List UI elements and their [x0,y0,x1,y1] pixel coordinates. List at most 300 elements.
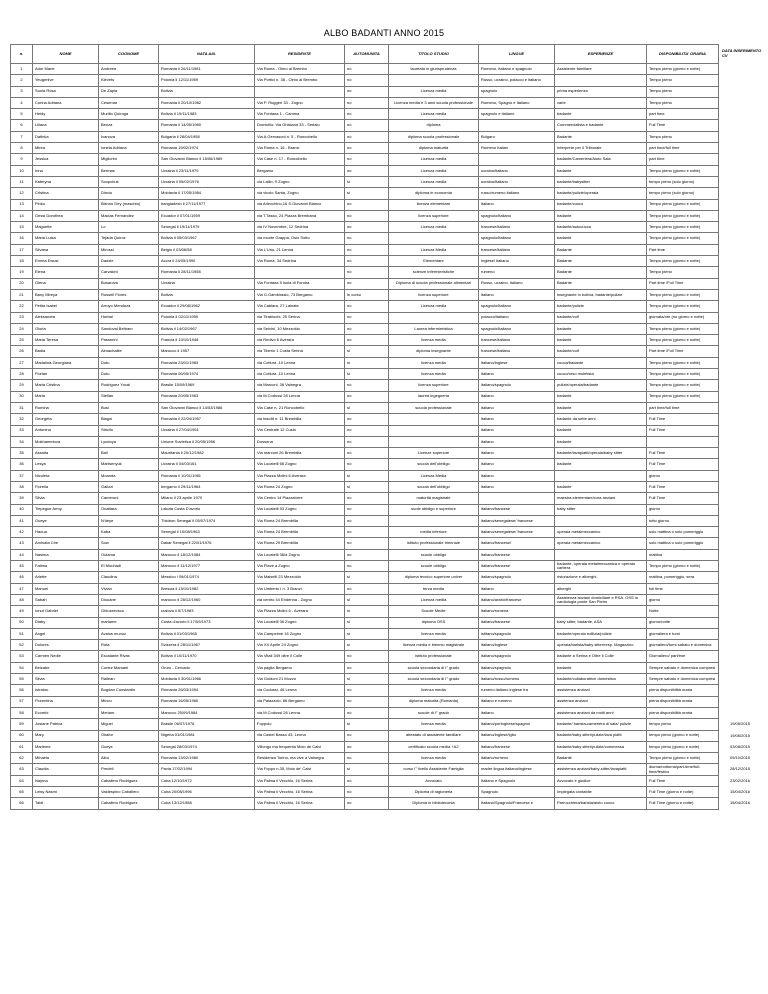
table-cell: Ionut Gabriel [33,606,99,617]
table-cell: 4 [11,97,33,108]
table-cell: no [345,131,389,142]
table-cell: no [345,154,389,165]
table-body [11,64,719,810]
table-cell: Marocco il 11/12/1977 [159,561,255,572]
table-cell: Sabah [33,594,99,605]
table-cell: 60 [11,730,33,741]
table-cell: Avvocato [389,775,479,786]
table-cell: Via Case n. 17 - Roncobello [255,154,345,165]
table-cell: assistenza anziani da molti anni [555,707,647,718]
table-cell: Romania 19/02/1974 [159,143,255,154]
table-cell: Busi [99,402,159,413]
table-cell: prima esperienza [555,86,647,97]
table-cell: italiano [479,459,555,470]
table-cell: diploma in economia [389,188,479,199]
table-row [11,222,719,233]
table-cell: Via Centrale 12 Cusio [255,425,345,436]
table-cell: italiano/spagnolo [479,651,555,662]
table-row [11,561,719,572]
table-cell: licenza media [389,357,479,368]
table-cell: Moanda [99,470,159,481]
table-cell: Dafinka [33,131,99,142]
table-cell: italiano [479,425,555,436]
table-cell: Nasima [33,549,99,560]
table-cell: badante [555,391,647,402]
table-cell: Avvocato e giudice [555,775,647,786]
table-cell: Notte [647,606,719,617]
table-cell: italiano [479,289,555,300]
table-cell [255,86,345,97]
table-cell: Via A.Gervasoni n. 5 - Roncobello [255,131,345,142]
table-cell: italiano/francese [479,617,555,628]
table-row [11,775,719,786]
table-cell: tempo pieno (solo giorno) [647,176,719,187]
table-cell: Florian [33,369,99,380]
table-cell: italiano [479,470,555,481]
table-cell: rumeno [479,267,555,278]
table-cell: giornaliero/turni sabato e domenica [647,640,719,651]
table-cell: Carmen Nedie [33,651,99,662]
table-cell: Stricilo [99,425,159,436]
table-cell: no [345,97,389,108]
table-cell: Istratou [33,685,99,696]
table-cell: Bolivia [159,86,255,97]
table-cell: Romina [33,402,99,413]
table-cell: 41 [11,515,33,526]
document-title: ALBO BADANTI ANNO 2015 [323,28,445,38]
table-cell: Scuole Medie [389,606,479,617]
table-cell: Licenza media [389,86,479,97]
table-cell: cuoca/badante [555,357,647,368]
table-cell: licenza media [389,335,479,346]
table-cell: italiano/inglese [479,640,555,651]
table-cell: operaia metalmeccanico [555,527,647,538]
table-cell: badante/autocucca [555,222,647,233]
table-cell: Costa d'avorio il 17/09/1973 [159,617,255,628]
table-cell: 64 [11,775,33,786]
table-cell: part time [647,154,719,165]
table-cell: si [345,719,389,730]
table-cell: Via Roma, 34 Sedrina [255,256,345,267]
table-cell: badante [555,210,647,221]
table-cell [389,312,479,323]
table-cell: Avalos munoz [99,628,159,639]
table-cell: Full Time (giorno e notte) [647,787,719,798]
table-cell: Maria [33,391,99,402]
table-cell: San Giovanni Bianco il 14/03/1986 [159,402,255,413]
table-cell: Martsenyuk [99,459,159,470]
table-cell: Full Time [647,481,719,492]
table-cell: Escalante Rivas [99,651,159,662]
table-cell: 8 [11,143,33,154]
table-cell: no [345,696,389,707]
table-cell: no [345,651,389,662]
table-cell: Moldavia il 30/01/1966 [159,674,255,685]
table-cell: badante da sette anni [555,414,647,425]
table-cell: Liliana [33,120,99,131]
table-cell: Rodriguez Yocal [99,380,159,391]
table-cell: Meriam [99,707,159,718]
table-cell: Licenza media [389,154,479,165]
table-cell: Tempo pieno [647,75,719,86]
table-cell: Kaba [99,527,159,538]
table-cell: Ouattara [99,504,159,515]
table-cell: si [345,572,389,583]
table-cell: no [345,662,389,673]
table-cell [555,549,647,560]
table-row [11,109,719,120]
table-cell: Full Time [647,493,719,504]
table-cell: via Lallio, 9 Zogno [255,176,345,187]
table-cell: 33 [11,425,33,436]
table-cell: no [345,64,389,75]
table-cell: Dinciu [99,188,159,199]
table-cell: Ivanova [99,131,159,142]
table-cell: Cuba 12/10/1972 [159,775,255,786]
table-cell: italiano [479,436,555,447]
table-cell: 2 [11,75,33,86]
table-cell: italiano/francese/ [479,538,555,549]
table-cell: Full Time [647,459,719,470]
table-cell: no [345,278,389,289]
table-cell: Licenza media [389,594,479,605]
table-cell: Giornaliero/ part/ime [647,651,719,662]
table-cell: istituto professionale triennale [389,538,479,549]
table-cell: Russo, ucraino, italiano [479,278,555,289]
table-cell: ucraino/italiano [479,176,555,187]
table-cell: Svizzera il 28/11/1967 [159,640,255,651]
table-cell: Romania il 20/10/1982 [159,97,255,108]
table-cell: 65 [11,787,33,798]
table-cell: Gessi Dorothea [33,210,99,221]
table-cell: Licenza media [389,165,479,176]
table-cell: diploma OSS [389,617,479,628]
table-cell: 5 [11,109,33,120]
table-cell: Silvia [33,493,99,504]
table-cell: tempo pieno (giorno e notte) [647,741,719,752]
table-cell: Full Time [647,425,719,436]
table-cell: scuola dell'obbligo [389,459,479,470]
table-cell: Caballero Rodriguez [99,775,159,786]
table-cell: no [345,120,389,131]
table-cell: Gloria [33,323,99,334]
table-cell: Josiane Patrica [33,719,99,730]
table-cell: full time [647,583,719,594]
table-cell: giorno [647,594,719,605]
table-row [11,753,719,764]
table-cell: Oulama [99,549,159,560]
table-cell: Tempo pieno (giorno e notte) [647,222,719,233]
table-cell: Cuba 13/12/1988 [159,798,255,809]
table-cell: 14 [11,210,33,221]
table-row [11,448,719,459]
table-cell: badante, operaia metalmeccanica e operaia cartiera [555,561,647,572]
table-cell: badante a Serina e Oltre il Colle [555,651,647,662]
table-row [11,674,719,685]
table-cell: Via Piazza Molini 6 Averara [255,470,345,481]
table-cell: Tempo pieno (giorno e notte) [647,289,719,300]
table-cell: no [345,301,389,312]
table-cell: Elena [33,267,99,278]
table-cell: 9 [11,154,33,165]
table-cell: Ucraina il 27/04/1951 [159,425,255,436]
table-cell: Yeugenive [33,75,99,86]
table-row [11,346,719,357]
column-header: LINGUE [479,45,555,64]
table-cell: Marocco il 1957 [159,346,255,357]
table-cell: Diouane [99,594,159,605]
table-cell: 27 [11,357,33,368]
table-cell: Spagnolo [479,787,555,798]
table-cell: Full Time [647,120,719,131]
table-cell: Taidi [33,798,99,809]
table-cell: 11 [11,176,33,187]
table-cell: Sempre sabato e domenica compresi [647,662,719,673]
table-cell: diploma maturità (Romania) [389,696,479,707]
table-cell: ristorazione e alberghi [555,572,647,583]
column-header: RESIDENTE [255,45,345,64]
table-cell: Assaita [33,448,99,459]
column-header: AUTOMUNITA [345,45,389,64]
table-cell: francese/italiano [479,244,555,255]
table-cell: Foppolo [255,719,345,730]
insertion-date: 03/08/2015 [730,743,751,749]
table-row [11,640,719,651]
table-cell: Blagoi [99,414,159,425]
table-cell: ucraino/italiano [479,165,555,176]
table-row [11,244,719,255]
table-cell: Bulgaro [479,131,555,142]
table-cell: Via XX Aprile 24 Zogno [255,640,345,651]
table-cell: no [345,222,389,233]
table-cell: francese/italiano [479,335,555,346]
insertion-date: 19/05/2015 [730,720,751,726]
table-cell: Maria Cristina [33,380,99,391]
table-cell: Vivian [99,583,159,594]
table-cell: italiano/spagnolo [479,380,555,391]
table-cell: Romania il 14/05/1960 [159,120,255,131]
table-cell: badante/pulizie [555,301,647,312]
table-cell: via IV Novembre, 12 Sedrina [255,222,345,233]
table-cell: Full Time [647,448,719,459]
table-cell: si [345,606,389,617]
table-cell: Valdespino Caballero [99,787,159,798]
table-cell: licenza media [389,753,479,764]
table-row [11,278,719,289]
table-cell: Busarova [99,278,159,289]
table-cell: Via Umberto I n. 3 Branzi [255,583,345,594]
table-cell: badante/lavapiatti/operaia/baby sitter [555,448,647,459]
table-cell: francese/italiano [479,346,555,357]
table-cell: 49 [11,606,33,617]
table-cell: no [345,515,389,526]
table-cell: Tempo pieno (giorno e notte) [647,391,719,402]
table-cell: licenza media [389,719,479,730]
table-cell: Diploma di ragioneria [389,787,479,798]
table-cell: San Giovanni Bianco il 15/06/1989 [159,154,255,165]
table-cell: 22 [11,301,33,312]
table-cell: laureata in giurisprudenza [389,64,479,75]
table-cell: no [345,549,389,560]
table-cell: 10 [11,165,33,176]
table-row [11,425,719,436]
table-cell: si [345,481,389,492]
table-cell: 51 [11,628,33,639]
table-cell [389,515,479,526]
table-cell: Carvalchi [99,267,159,278]
table-cell: insegnante in bolivia, badante/pulizie [555,289,647,300]
table-cell: Badante [555,131,647,142]
table-cell [389,75,479,86]
table-cell: si [345,674,389,685]
table-cell: no [345,798,389,809]
table-row [11,504,719,515]
table-cell: istituto professionale [389,651,479,662]
table-cell: Interprete per il Tribunale [555,143,647,154]
table-header-row [11,45,719,64]
table-cell [479,493,555,504]
table-row [11,210,719,221]
table-cell: Badante [555,267,647,278]
table-cell: Kateryna [33,176,99,187]
table-cell: licenza media [389,685,479,696]
table-cell: no [345,583,389,594]
table-cell: badante [555,109,647,120]
table-cell: Pinku [33,199,99,210]
table-cell: Via Centro 14 Piazzatorre [255,493,345,504]
table-cell: Mirossi [99,244,159,255]
table-cell: Gueye [99,741,159,752]
table-cell: licenza superiore [389,289,479,300]
table-cell: no [345,256,389,267]
table-cell: alberghi [555,583,647,594]
table-cell: Tempo pieno (giorno e notte) [647,233,719,244]
table-cell: badante/operaio edilizia/pulizie [555,628,647,639]
table-cell: Bermas [99,165,159,176]
table-cell: 55 [11,674,33,685]
table-cell [389,233,479,244]
table-cell: via Marconi, 36 Valnegra [255,380,345,391]
table-cell: 38 [11,481,33,492]
table-cell: Oruro - Cercado [159,662,255,673]
table-cell: no [345,538,389,549]
table-cell: Ador Marie [33,64,99,75]
table-cell: Via Locatelli 66 Zogno [255,459,345,470]
column-header: DISPONIBILITA' ORARIA [647,45,719,64]
table-cell: Romania 06/05/1974 [159,369,255,380]
table-cell: Tempo pieno (giorno e notte) [647,301,719,312]
table-cell: badante [555,459,647,470]
table-cell: 30 [11,391,33,402]
table-cell: italiano [479,481,555,492]
table-cell: 46 [11,572,33,583]
table-cell: Mirea [33,143,99,154]
table-cell: Murillo Quiroga [99,109,159,120]
table-cell: 3 [11,86,33,97]
table-cell [555,515,647,526]
table-cell: Dossena [255,436,345,447]
table-cell: Residenza Torino, ma vive a Valnegra [255,753,345,764]
table-row [11,143,719,154]
table-cell: Italiano e Spagnolo [479,775,555,786]
table-cell: assistenza anziani/baby-sitter/lavapiatti [555,764,647,775]
table-row [11,335,719,346]
table-cell: 42 [11,527,33,538]
table-cell: Sow [99,538,159,549]
table-cell: 15 [11,222,33,233]
table-row [11,583,719,594]
table-cell: no [345,75,389,86]
table-cell: Migliorini [99,154,159,165]
table-cell: scuole obbligo [389,549,479,560]
table-cell: Maguette [33,222,99,233]
table-cell: spagnolo/italiano [479,233,555,244]
table-row [11,617,719,628]
table-cell: Mihaela [33,753,99,764]
table-cell: licenza superiore [389,380,479,391]
table-cell: Ucraina [159,278,255,289]
table-row [11,651,719,662]
table-cell: Part time /Full Time [647,346,719,357]
table-cell: Sempre sabato e domenica compresi [647,674,719,685]
table-cell: Caballero Rodriguez [99,798,159,809]
table-cell: Licenza media [389,176,479,187]
table-cell: mariame [99,617,159,628]
table-cell: Bolivia il 14/02/1967 [159,323,255,334]
table-cell: Assistente familiare [555,64,647,75]
table-row [11,594,719,605]
table-cell: Rota [99,640,159,651]
table-cell: italiano/francese [479,741,555,752]
table-cell: Ucraina il 04/03/161 [159,459,255,470]
table-cell: part time/full time [647,143,719,154]
table-cell: si [345,594,389,605]
table-cell: Florentina [33,696,99,707]
table-cell: badante/babysitter [555,176,647,187]
table-row [11,312,719,323]
table-cell: 45 [11,561,33,572]
table-cell: Badante [555,244,647,255]
table-row [11,764,719,775]
table-cell: no [345,685,389,696]
column-header: ESPERIENZE [555,45,647,64]
table-cell: Rumeno, Spagno e Italiano [479,97,555,108]
table-cell: Benza [99,120,159,131]
table-cell: Silvana [33,244,99,255]
table-cell: Jessica [33,154,99,165]
table-cell: suole obbligo e superiore [389,504,479,515]
table-cell: Parrucchiera/barista/aiuto cuoco [555,798,647,809]
table-cell: italiano/spagnolo [479,662,555,673]
table-cell: Inglese/ italiano [479,256,555,267]
table-cell: Nayma [33,775,99,786]
table-cell: Antonina [33,425,99,436]
table-cell: scienze infermieristiche [389,267,479,278]
table-cell: Lesya [33,459,99,470]
table-cell: via centro 44 Endenna - Zogno [255,594,345,605]
table-cell: Fiorella [33,481,99,492]
table-cell: via vicolo Santa, Zogno [255,188,345,199]
table-cell: 13 [11,199,33,210]
table-cell: 52 [11,640,33,651]
table-cell: badante [555,481,647,492]
table-cell: attestato di assistente familiare [389,730,479,741]
table-cell: polacco/italiano [479,312,555,323]
table-row [11,459,719,470]
table-cell: El Mouhadi [99,561,159,572]
column-header: NATA A/IL [159,45,255,64]
table-cell: varie [555,97,647,108]
